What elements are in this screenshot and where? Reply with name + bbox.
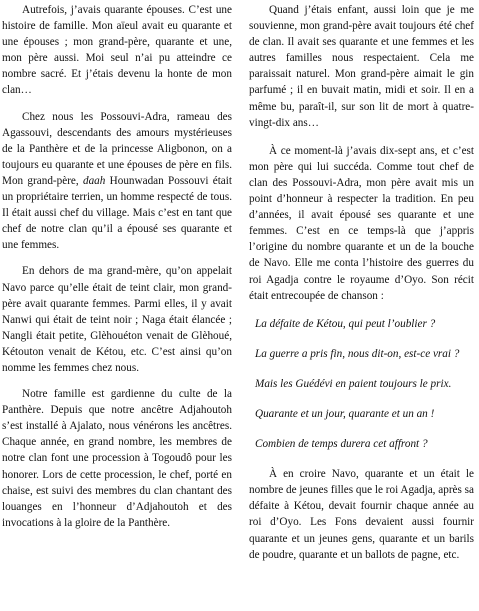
paragraph-forty-wives: Autrefois, j’avais quarante épouses. C’est une histoire de famille. Mon aïeul avait eu quarante et une épouses ; mon grand-père, quarante et une, mon père aussi. Moi seul n’ai pu atteindre ce nombre sacré. Et j’étais devenu la honte de mon clan… — [2, 4, 232, 97]
song-verse: La défaite de Kétou, qui peut l’oublier ? — [255, 317, 436, 330]
paragraph-panther-cult: Notre famille est gardienne du culte de la Panthère. Depuis que notre ancêtre Adjahoutoh s’est installé à Ajalato, nous vénérons les ancêtres. Chaque année, en grand nombre, les membres de notre clan font une procession à Togoudô pour les honorer. Lors de cette procession, le chef, porté en chaise, est suivi des membres du clan chantant des louanges en l’honneur d’Adjahoutoh et des invocations à la gloire de la Panthère. — [2, 388, 232, 529]
paragraph-text: Chez nous les Possouvi-Adra, rameau des Agassouvi, descendants des amours mystérieuses de la Panthère et de la princesse Aligbonon, on a toujours eu quarante et une épouses de père en fils. Mon grand-père, — [2, 110, 232, 187]
left-column — [2, 2, 232, 541]
paragraph-grandmother-navo: En dehors de ma grand-mère, qu’on appelait Navo parce qu’elle était de teint clair, mon grand-père avait quarante femmes. Parmi elles, il y avait Nanwi qui était de teint noir ; Naga était élancée ; Nangli était petite, Glèhouéton venait de Glèhoué, Kétouton venait de Kétou, etc. C’est ainsi qu’on nomme les femmes chez nous. — [2, 265, 232, 374]
paragraph-tribute: À en croire Navo, quarante et un était le nombre de jeunes filles que le roi Agadja, après sa défaite à Kétou, devait fournir chaque année au roi d’Oyo. Les Fons devaient aussi fournir quarante et un jeunes gens, quarante et un barils de poudre, quarante et un ballots de pagne, etc. — [249, 468, 474, 561]
paragraph-text: Hounwadan Possouvi était un propriétaire terrien, un homme respecté de tous. Il était aussi chef du village. Mais c’est en tant que chef de notre clan qu’il a épousé ses quarante et une femmes. — [2, 174, 232, 252]
emphasized-word: daah — [82, 174, 106, 187]
song-verse: Combien de temps durera cet affront ? — [255, 438, 428, 451]
song-verse: La guerre a pris fin, nous dit-on, est-ce vrai ? — [255, 347, 460, 360]
paragraph-possouvi-clan — [2, 109, 232, 254]
song-verse: Mais les Guédévi en paient toujours le prix. — [255, 377, 452, 390]
right-column — [249, 2, 474, 573]
song-verse: Quarante et un jour, quarante et un an ! — [255, 407, 435, 420]
paragraph-succession: À ce moment-là j’avais dix-sept ans, et c’est mon père qui lui succéda. Comme tout chef de clan des Possouvi-Adra, mon père avait mis un point d’honneur à respecter la tradition. En peu d’années, il avait épousé ses quarante et une femmes. C’est en ce temps-là que j’appris l’origine du nombre quarante et un de la bouche de Navo. Elle me conta l’histoire des guerres du roi Agadja contre le royaume d’Oyo. Son récit était entrecoupée de chanson : — [249, 144, 474, 302]
paragraph-childhood: Quand j’étais enfant, aussi loin que je me souvienne, mon grand-père avait toujours été chef de clan. Il avait ses quarante et une femmes et les autres familles nous respectaient. Cela me paraissait naturel. Mon grand-père aimait le gin parfumé ; il en buvait matin, midi et soir. Il en a même bu, paraît-il, sur son lit de mort à quatre-vingt-dix ans… — [249, 4, 474, 129]
